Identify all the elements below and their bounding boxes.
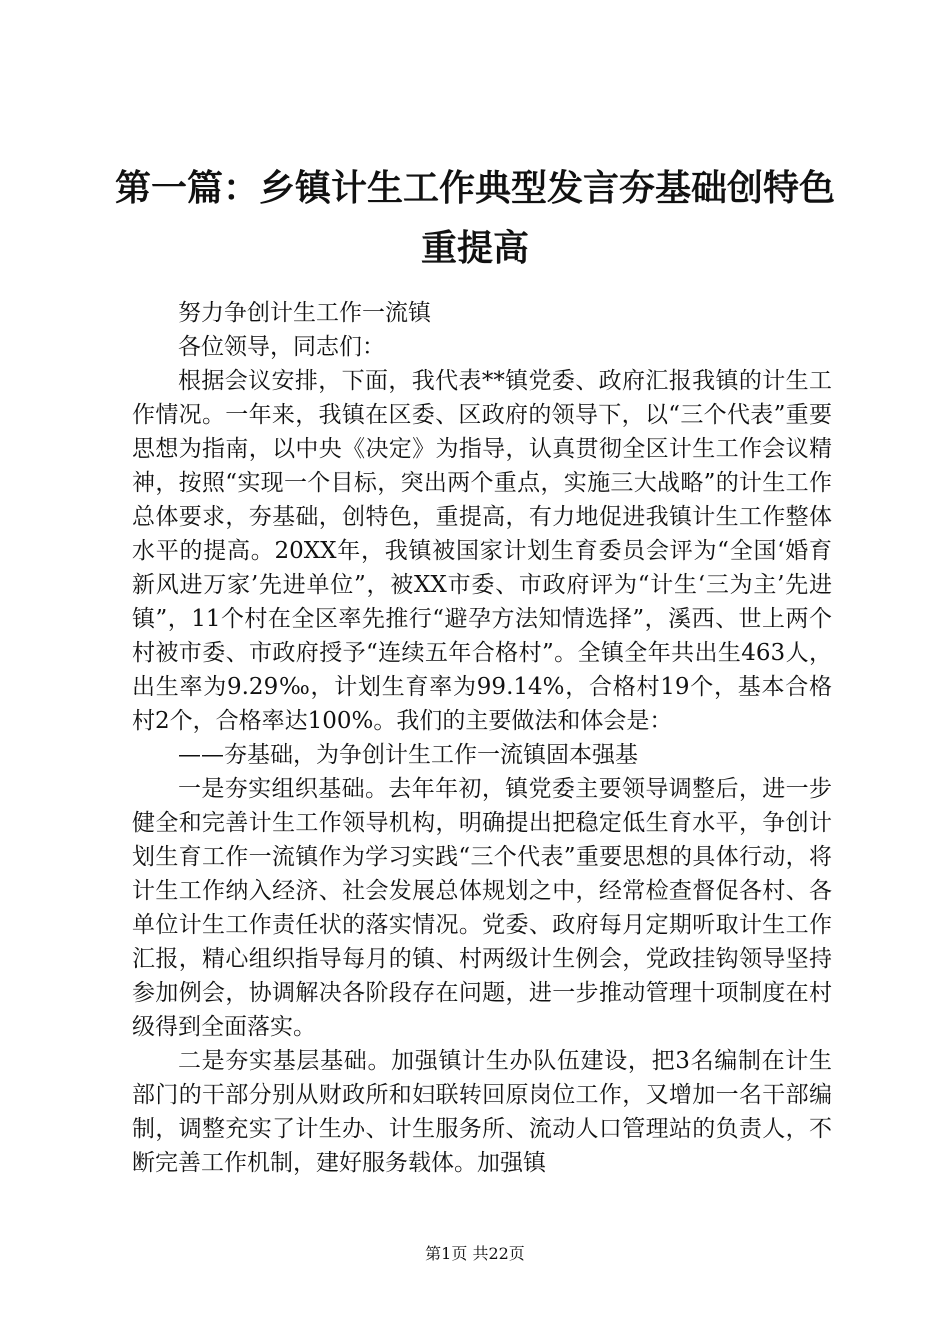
document-body [132, 296, 832, 1180]
section-heading: ——夯基础，为争创计生工作一流镇固本强基 [178, 742, 638, 768]
body-paragraph: 一是夯实组织基础。去年年初，镇党委主要领导调整后，进一步健全和完善计生工作领导机构，明确提出把稳定低生育水平，争创计划生育工作一流镇作为学习实践“三个代表”重要思想的具体行动，将计生工作纳入经济、社会发展总体规划之中，经常检查督促各村、各单位计生工作责任状的落实情况。党委、政府每月定期听取计生工作汇报，精心组织指导每月的镇、村两级计生例会，党政挂钩领导坚持参加例会，协调解决各阶段存在问题，进一步推动管理十项制度在村级得到全面落实。 [132, 776, 832, 1040]
subtitle-paragraph: 努力争创计生工作一流镇 [178, 300, 431, 326]
salutation-paragraph: 各位领导，同志们： [178, 334, 385, 360]
body-paragraph: 二是夯实基层基础。加强镇计生办队伍建设，把3名编制在计生部门的干部分别从财政所和妇联转回原岗位工作，又增加一名干部编制，调整充实了计生办、计生服务所、流动人口管理站的负责人，不断完善工作机制，建好服务载体。加强镇 [132, 1048, 832, 1176]
body-paragraph: 根据会议安排，下面，我代表**镇党委、政府汇报我镇的计生工作情况。一年来，我镇在区委、区政府的领导下，以“三个代表”重要思想为指南，以中央《决定》为指导，认真贯彻全区计生工作会议精神，按照“实现一个目标，突出两个重点，实施三大战略”的计生工作总体要求，夯基础，创特色，重提高，有力地促进我镇计生工作整体水平的提高。20XX年，我镇被国家计划生育委员会评为“全国‘婚育新风进万家’先进单位”，被XX市委、市政府评为“计生‘三为主’先进镇”，11个村在全区率先推行“避孕方法知情选择”，溪西、世上两个村被市委、市政府授予“连续五年合格村”。全镇全年共出生463人，出生率为9.29‰，计划生育率为99.14%，合格村19个，基本合格村2个，合格率达100%。我们的主要做法和体会是： [132, 368, 832, 734]
page-number-footer: 第1页 共22页 [425, 1244, 525, 1263]
document-title: 第一篇：乡镇计生工作典型发言夯基础创特色重提高 [114, 167, 835, 269]
